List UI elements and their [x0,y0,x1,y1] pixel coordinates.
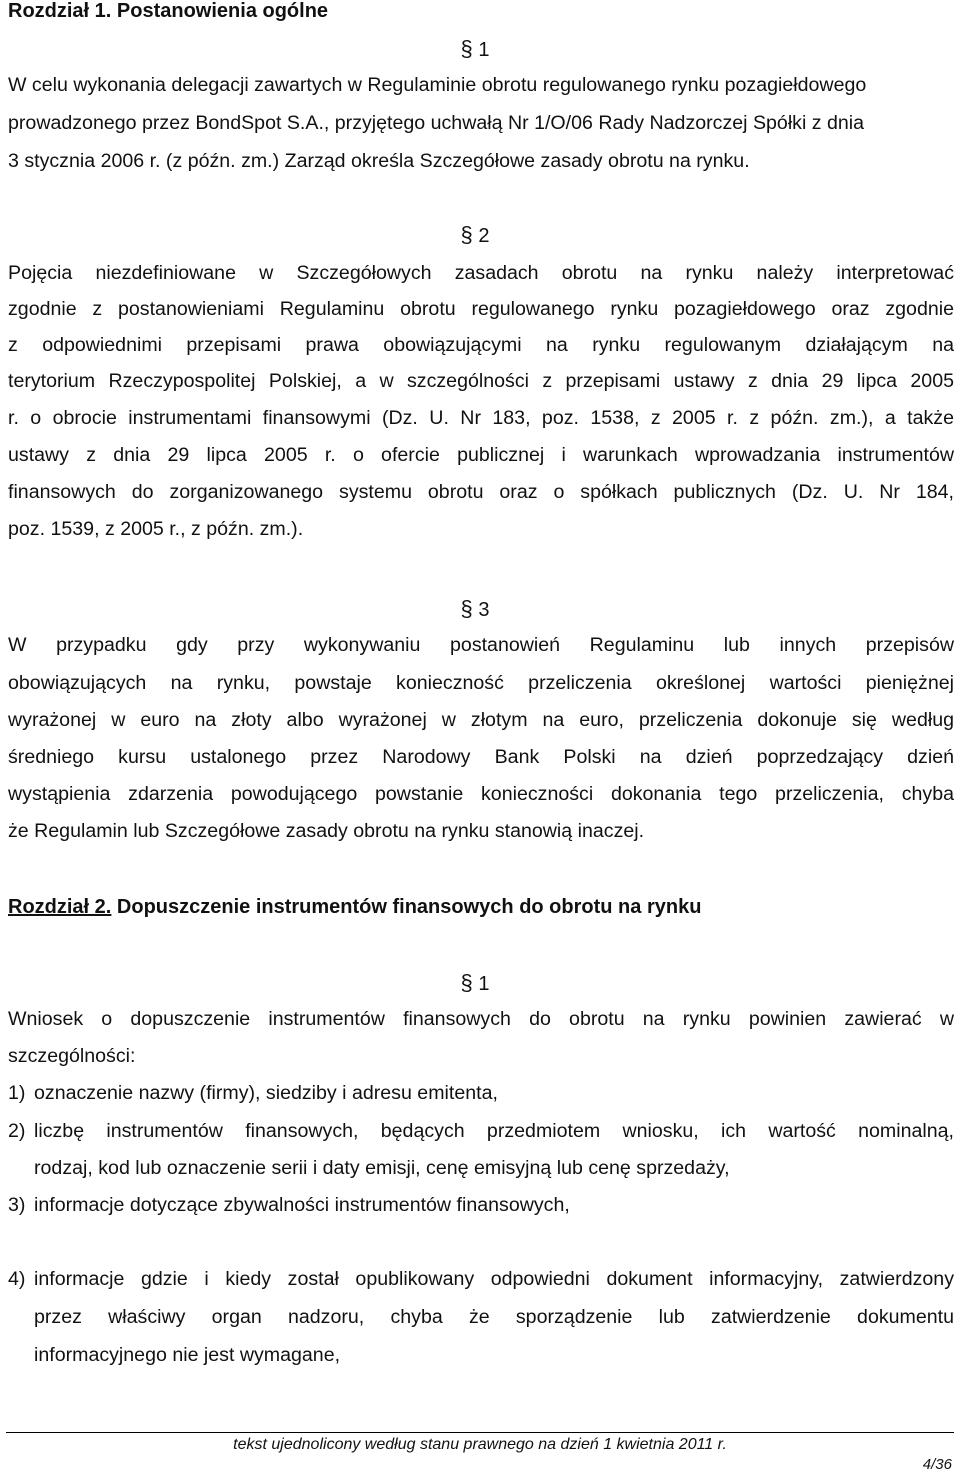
list-item-number: 2) [8,1120,26,1142]
list-item: informacje dotyczące zbywalności instrumentów finansowych, [34,1194,570,1216]
paragraph-line: W celu wykonania delegacji zawartych w Regulaminie obrotu regulowanego rynku pozagiełdowego [8,74,867,96]
paragraph-line: zgodnie z postanowieniami Regulaminu obrotu regulowanego rynku pozagiełdowego oraz zgodnie [8,298,954,320]
section-sign: § [460,222,473,247]
paragraph-line: W przypadku gdy przy wykonywaniu postanowień Regulaminu lub innych przepisów [8,634,954,656]
section-number: 2 [478,225,490,247]
section-sign: § [460,36,473,61]
paragraph-line: Wniosek o dopuszczenie instrumentów finansowych do obrotu na rynku powinien zawierać w [8,1008,954,1030]
section-1-header [425,36,525,62]
list-item-continuation: przez właściwy organ nadzoru, chyba że sporządzenie lub zatwierdzenie dokumentu [34,1306,954,1328]
section-number: 1 [478,39,490,61]
paragraph-line: wystąpienia zdarzenia powodującego powstanie konieczności dokonania tego przeliczenia, chyba [8,783,954,805]
section-1-header [425,970,525,996]
chapter-2-heading: Dopuszczenie instrumentów finansowych do obrotu na rynku [111,896,702,918]
paragraph-line: wyrażonej w euro na złoty albo wyrażonej w złotym na euro, przeliczenia dokonuje się według [8,709,954,731]
chapter-2-title [8,896,701,919]
paragraph-line: prowadzonego przez BondSpot S.A., przyjętego uchwałą Nr 1/O/06 Rady Nadzorczej Spółki z dnia [8,112,865,134]
section-number: 1 [478,973,490,995]
list-item-number: 4) [8,1268,26,1290]
paragraph-line: szczególności: [8,1045,136,1067]
list-item: oznaczenie nazwy (firmy), siedziby i adresu emitenta, [34,1082,498,1104]
paragraph-line: z odpowiednimi przepisami prawa obowiązującymi na rynku regulowanym działającym na [8,334,954,356]
paragraph-line: 3 stycznia 2006 r. (z późn. zm.) Zarząd określa Szczegółowe zasady obrotu na rynku. [8,150,750,172]
paragraph-line: średniego kursu ustalonego przez Narodowy Bank Polski na dzień poprzedzający dzień [8,746,954,768]
paragraph-line: obowiązujących na rynku, powstaje konieczność przeliczenia określonej wartości pieniężnej [8,672,954,694]
chapter-1-title: Rozdział 1. Postanowienia ogólne [8,0,329,22]
section-sign: § [460,970,473,995]
paragraph-line: terytorium Rzeczypospolitej Polskiej, a w szczególności z przepisami ustawy z dnia 29 lipca 2005 [8,370,954,392]
section-number: 3 [478,599,490,621]
paragraph-line: że Regulamin lub Szczegółowe zasady obrotu na rynku stanowią inaczej. [8,820,645,842]
paragraph-line: r. o obrocie instrumentami finansowymi (Dz. U. Nr 183, poz. 1538, z 2005 r. z późn. zm.), a także [8,407,954,429]
chapter-2-label: Rozdział 2. [8,896,112,918]
list-item: informacje gdzie i kiedy został opublikowany odpowiedni dokument informacyjny, zatwierdzony [34,1268,954,1290]
section-2-header [425,222,525,248]
footer-divider [6,1432,954,1433]
list-item-number: 3) [8,1194,26,1216]
list-item: liczbę instrumentów finansowych, będących przedmiotem wniosku, ich wartość nominalną, [34,1120,954,1142]
list-item-number: 1) [8,1082,26,1104]
footer-note: tekst ujednolicony według stanu prawnego na dzień 1 kwietnia 2011 r. [233,1436,727,1453]
section-3-header [425,596,525,622]
paragraph-line: Pojęcia niezdefiniowane w Szczegółowych zasadach obrotu na rynku należy interpretować [8,262,954,284]
page-number: 4/36 [922,1456,952,1473]
list-item-continuation: rodzaj, kod lub oznaczenie serii i daty emisji, cenę emisyjną lub cenę sprzedaży, [34,1157,730,1179]
list-item-continuation: informacyjnego nie jest wymagane, [34,1344,341,1366]
section-sign: § [460,596,473,621]
paragraph-line: poz. 1539, z 2005 r., z późn. zm.). [8,518,304,540]
paragraph-line: finansowych do zorganizowanego systemu obrotu oraz o spółkach publicznych (Dz. U. Nr 184, [8,481,954,503]
paragraph-line: ustawy z dnia 29 lipca 2005 r. o ofercie publicznej i warunkach wprowadzania instrumentów [8,444,954,466]
